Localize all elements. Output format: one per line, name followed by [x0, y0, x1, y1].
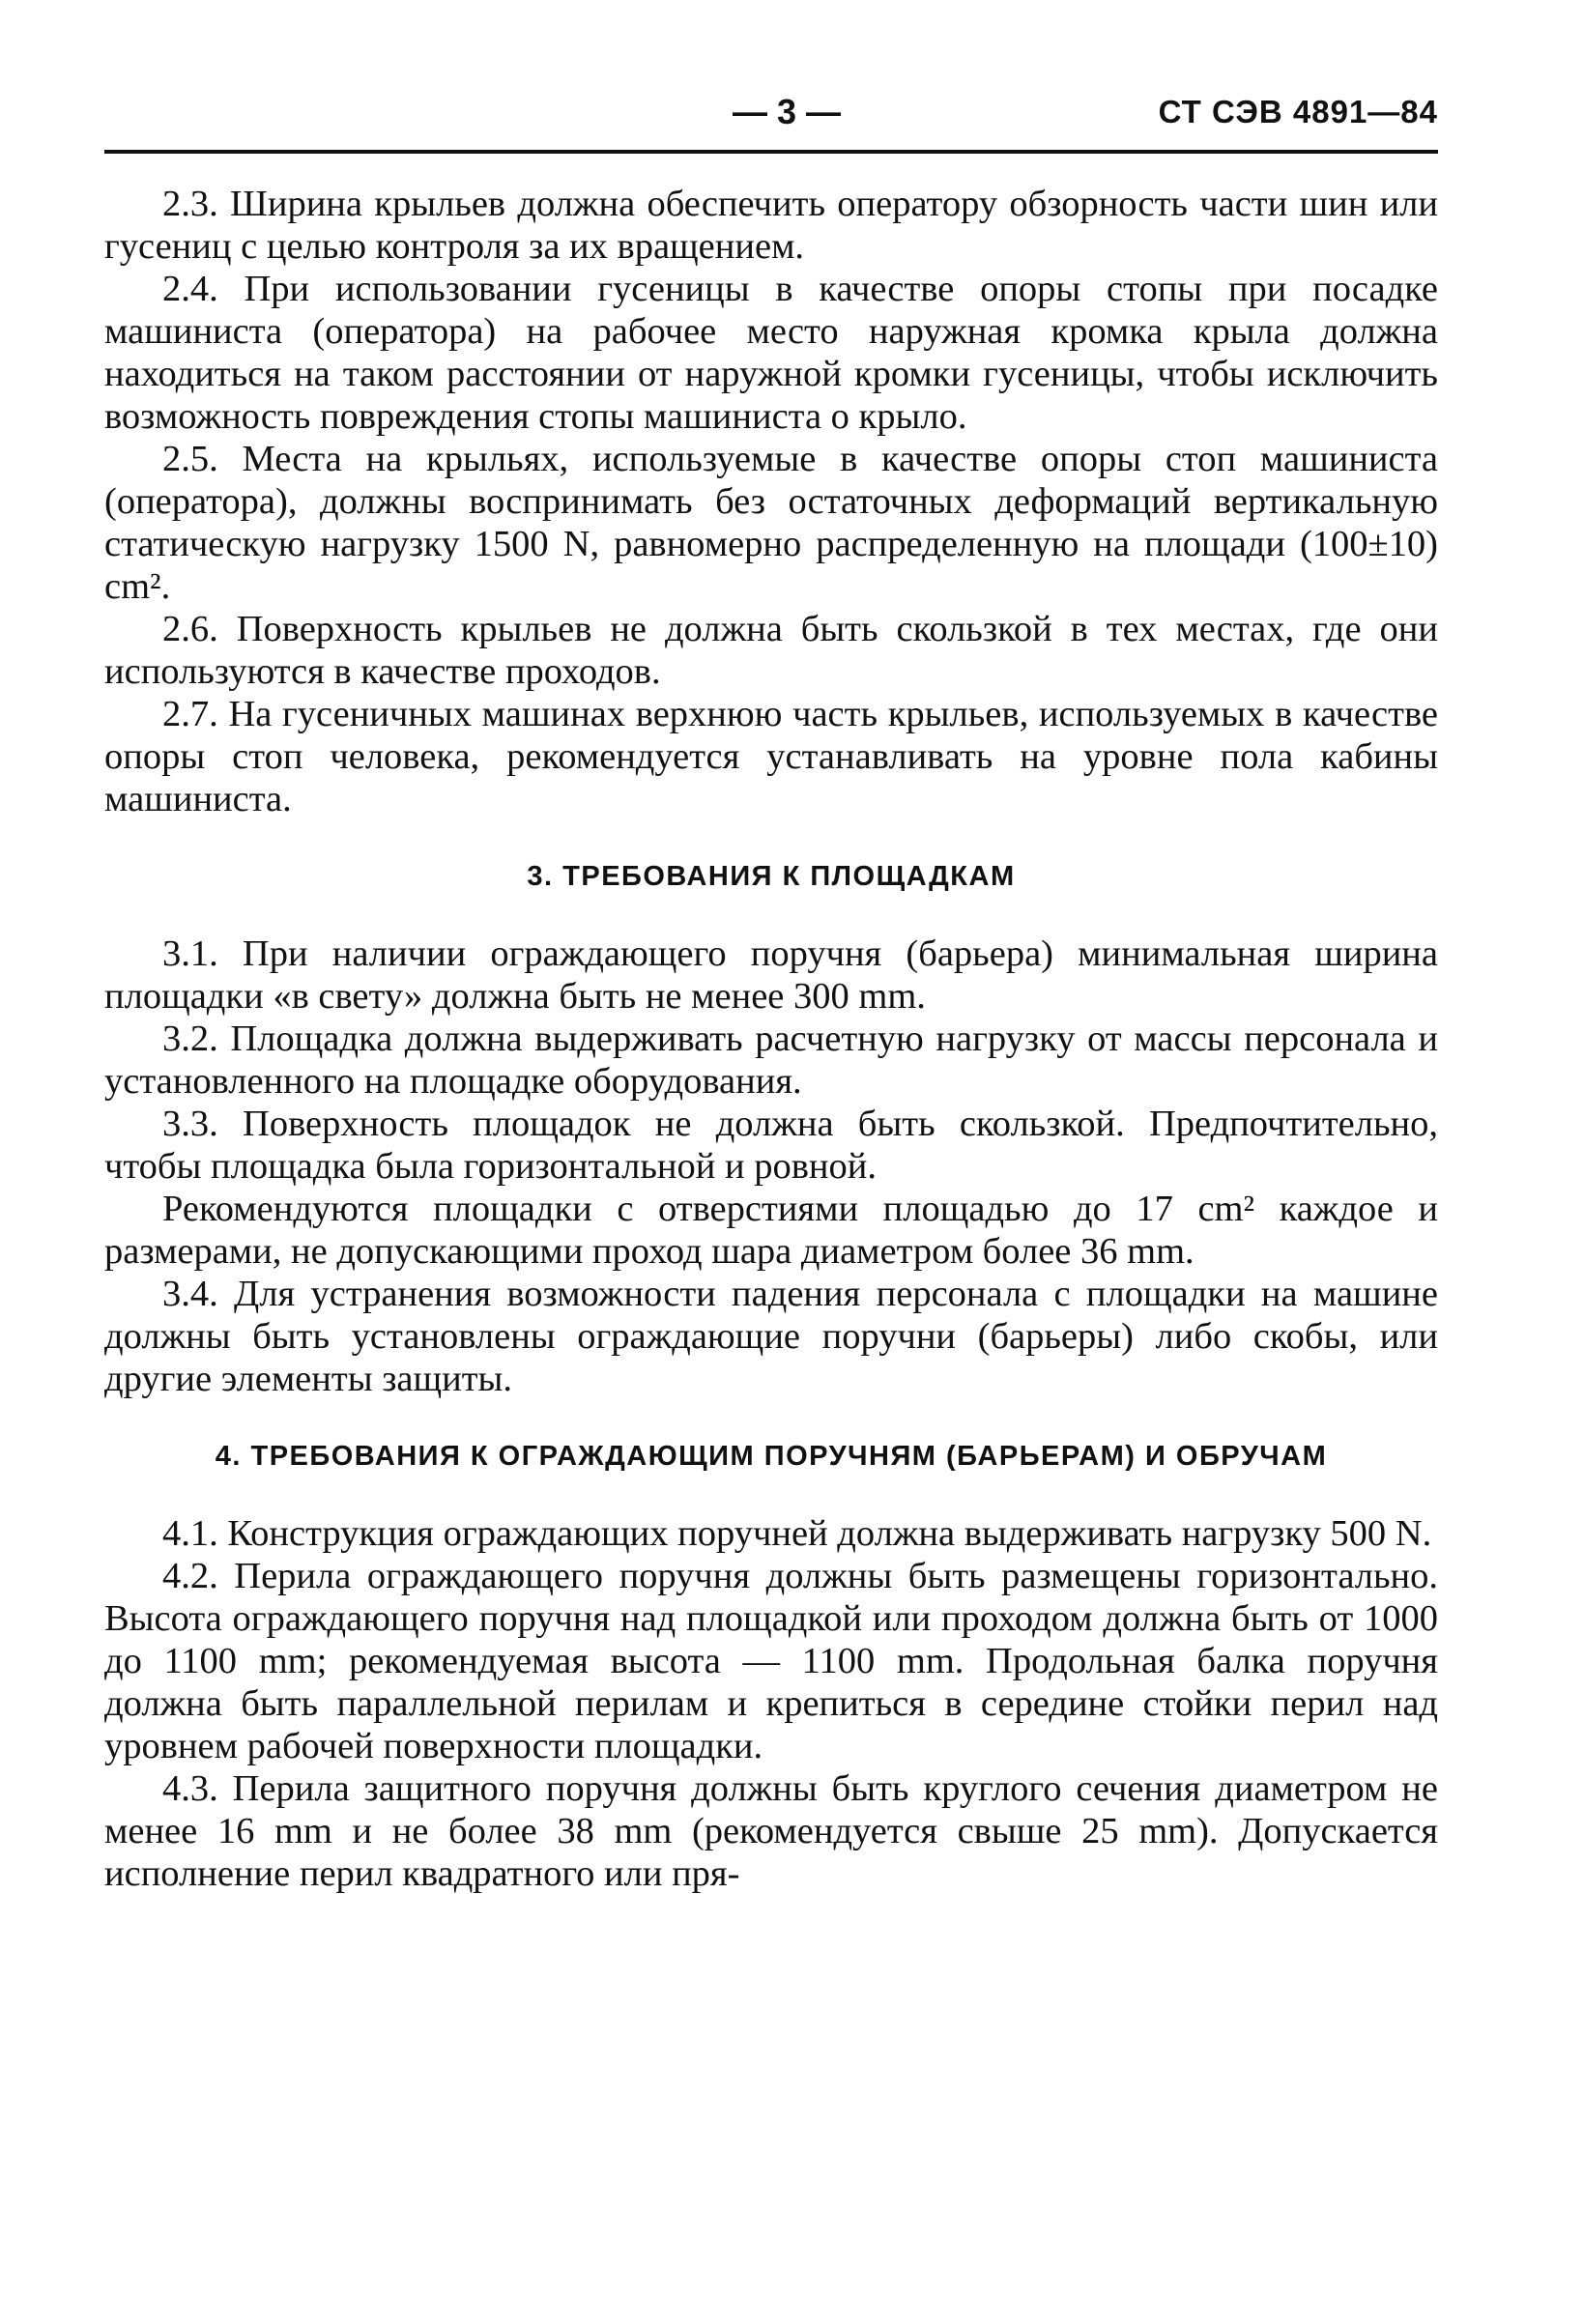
paragraph-4-3: 4.3. Перила защитного поручня должны быть круглого сечения диаметром не менее 16 mm и не более 38 mm (рекомендуется свыше 25 mm). Допускается исполнение перил квадратного или пря-: [104, 1768, 1438, 1894]
paragraph-3-3: 3.3. Поверхность площадок не должна быть скользкой. Предпочтительно, чтобы площадка была горизонтальной и ровной.: [104, 1104, 1438, 1187]
paragraph-3-4: 3.4. Для устранения возможности падения персонала с площадки на машине должны быть установлены ограждающие поручни (барьеры) либо скобы, или другие элементы защиты.: [104, 1274, 1438, 1399]
page-header: [104, 92, 1438, 154]
paragraph-2-3: 2.3. Ширина крыльев должна обеспечить оператору обзорность части шин или гусениц с целью контроля за их вращением.: [104, 184, 1438, 267]
document-page: [104, 92, 1438, 1895]
paragraph-2-5: 2.5. Места на крыльях, используемые в качестве опоры стоп машиниста (оператора), должны воспринимать без остаточных деформаций вертикальную статическую нагрузку 1500 N, равномерно распределенную на площади (100±10) cm².: [104, 439, 1438, 607]
section-4-heading: 4. ТРЕБОВАНИЯ К ОГРАЖДАЮЩИМ ПОРУЧНЯМ (БАРЬЕРАМ) И ОБРУЧАМ: [215, 1441, 1328, 1472]
page-number: — 3 —: [733, 92, 842, 131]
paragraph-2-4: 2.4. При использовании гусеницы в качестве опоры стопы при посадке машиниста (оператора) на рабочее место наружная кромка крыла должна находиться на таком расстоянии от наружной кромки гусеницы, чтобы исключить возможность повреждения стопы машиниста о крыло.: [104, 269, 1438, 437]
paragraph-4-2: 4.2. Перила ограждающего поручня должны быть размещены горизонтально. Высота ограждающего поручня над площадкой или проходом должна быть от 1000 до 1100 mm; рекомендуемая высота — 1100 mm. Продольная балка поручня должна быть параллельной перилам и крепиться в середине стойки перил над уровнем рабочей поверхности площадки.: [104, 1556, 1438, 1766]
page-content: [104, 154, 1438, 1895]
standard-code: СТ СЭВ 4891—84: [1158, 94, 1438, 129]
paragraph-2-6: 2.6. Поверхность крыльев не должна быть скользкой в тех местах, где они используются в качестве проходов.: [104, 609, 1438, 692]
paragraph-3-1: 3.1. При наличии ограждающего поручня (барьера) минимальная ширина площадки «в свету» должна быть не менее 300 mm.: [104, 933, 1438, 1017]
paragraph-3-2: 3.2. Площадка должна выдерживать расчетную нагрузку от массы персонала и установленного на площадке оборудования.: [104, 1019, 1438, 1102]
section-3-heading: 3. ТРЕБОВАНИЯ К ПЛОЩАДКАМ: [527, 861, 1016, 892]
paragraph-3-3-note: Рекомендуются площадки с отверстиями площадью до 17 cm² каждое и размерами, не допускающими проход шара диаметром более 36 mm.: [104, 1189, 1438, 1272]
paragraph-2-7: 2.7. На гусеничных машинах верхнюю часть крыльев, используемых в качестве опоры стоп человека, рекомендуется устанавливать на уровне пола кабины машиниста.: [104, 694, 1438, 819]
paragraph-4-1: 4.1. Конструкция ограждающих поручней должна выдерживать нагрузку 500 N.: [162, 1513, 1432, 1554]
